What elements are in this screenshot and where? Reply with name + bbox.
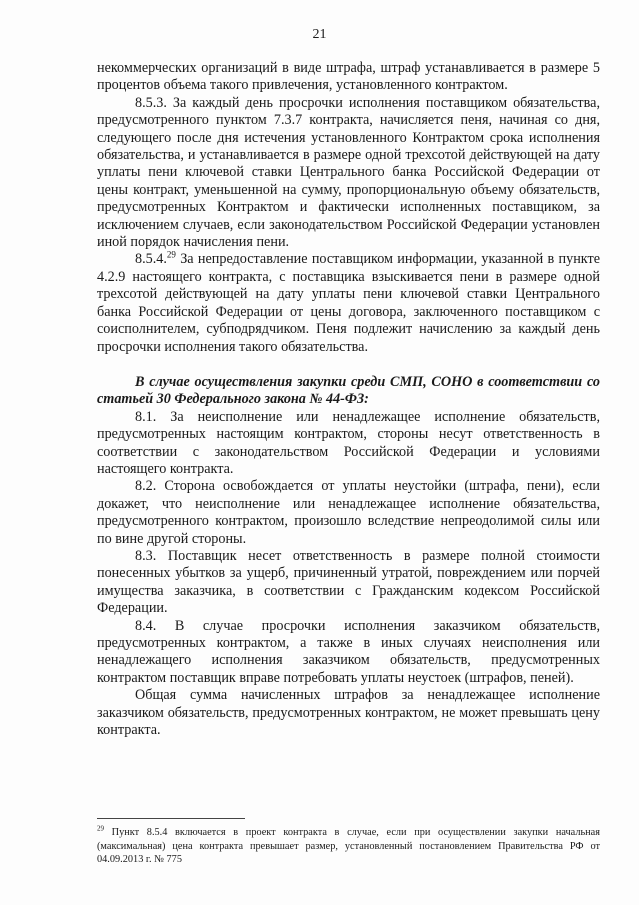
paragraph-total-fines: Общая сумма начисленных штрафов за ненадлежащее исполнение заказчиком обязательств, предусмотренных контрактом, не может превышать цену контракта. [97,687,600,739]
section-heading: В случае осуществления закупки среди СМП, СОНО в соответствии со статьей 30 Федерального закона № 44-ФЗ: [97,373,600,408]
footnote-marker: 29 [97,824,104,833]
paragraph-8-1: 8.1. За неисполнение или ненадлежащее исполнение обязательств, предусмотренных настоящим контрактом, стороны несут ответственность в соответствии с законодательством Российской Федерации и условиями настоящего контракта. [97,408,600,477]
paragraph-8-5-3: 8.5.3. За каждый день просрочки исполнения поставщиком обязательства, предусмотренного пунктом 7.3.7 контракта, начисляется пеня, начиная со дня, следующего после дня истечения установленного Контрактом срока исполнения обязательства, и устанавливается в размере одной трехсотой действующей на дату уплаты пени ключевой ставки Центрального банка Российской Федерации от цены контракт, уменьшенной на сумму, пропорциональную объему обязательств, предусмотренных Контрактом и фактически исполненных поставщиком, за исключением случаев, если законодательством Российской Федерации установлен иной порядок начисления пени. [97,94,600,251]
footnote-ref: 29 [166,249,176,260]
footnote-text: Пункт 8.5.4 включается в проект контракта в случае, если при осуществлении закупки начальная (максимальная) цена контракта превышает размер, установленный постановлением Правительства РФ от 04.09.2013 г. № 775 [97,827,600,866]
paragraph-number: 8.5.4. [135,251,167,268]
spacer [97,356,600,374]
paragraph-8-3: 8.3. Поставщик несет ответственность в размере полной стоимости понесенных убытков за ущерб, причиненный утратой, повреждением или порчей имущества заказчика, в соответствии с Гражданским кодексом Российской Федерации. [97,547,600,617]
footnote [97,826,600,867]
paragraph-8-5-4 [97,251,600,355]
paragraph-continuation: некоммерческих организаций в виде штрафа, штраф устанавливается в размере 5 процентов объема такого привлечения, установленного контрактом. [97,60,600,94]
document-body [97,60,600,739]
footnote-divider [97,818,245,819]
paragraph-8-2: 8.2. Сторона освобождается от уплаты неустойки (штрафа, пени), если докажет, что неисполнение или ненадлежащее исполнение обязательства, предусмотренного контрактом, произошло вследствие непреодолимой силы или по вине другой стороны. [97,478,600,547]
page-number: 21 [312,27,327,42]
paragraph-8-4: 8.4. В случае просрочки исполнения заказчиком обязательств, предусмотренных контрактом, а также в иных случаях неисполнения или ненадлежащего исполнения заказчиком обязательств, предусмотренных контрактом поставщик вправе потребовать уплаты неустоек (штрафов, пеней). [97,617,600,686]
paragraph-text: За непредоставление поставщиком информации, указанной в пункте 4.2.9 настоящего контракта, с поставщика взыскивается пени в размере одной трехсотой действующей на дату уплаты пени ключевой ставки Центрального банка Российской Федерации от цены договора, заключенного поставщиком с соисполнителем, субподрядчиком. Пеня подлежит начислению за каждый день просрочки исполнения такого обязательства. [97,251,600,355]
